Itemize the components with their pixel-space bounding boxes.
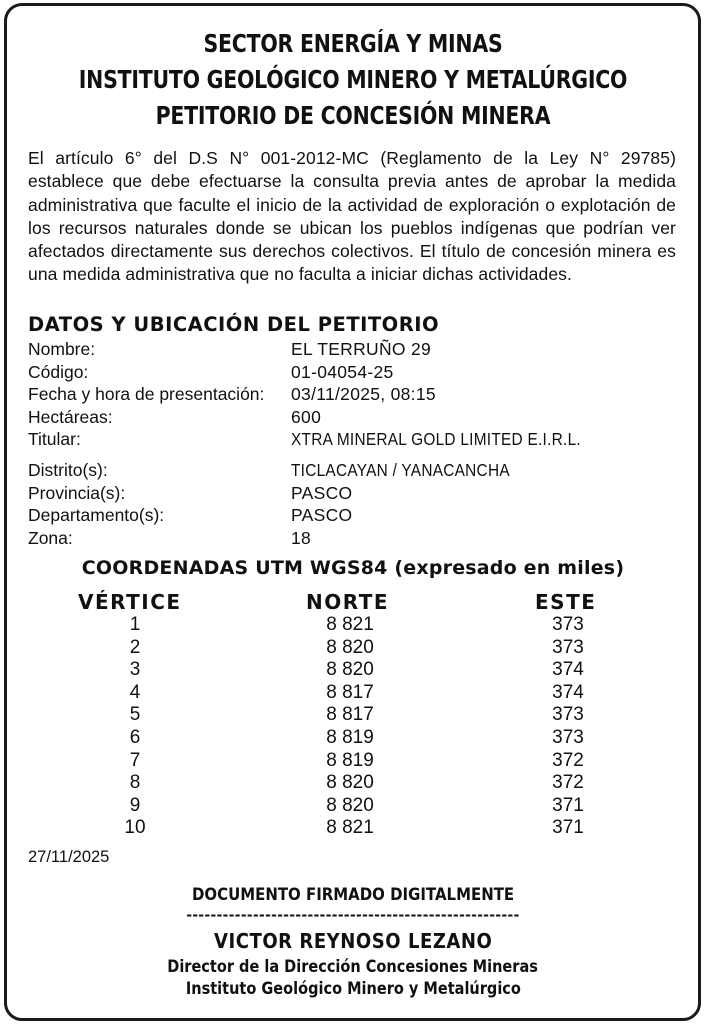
column-header-norte: NORTE [306, 590, 390, 614]
norte-value: 8 820 [326, 659, 374, 681]
vertex-number: 9 [129, 794, 141, 816]
info-label: Provincia(s): [28, 482, 126, 503]
info-row [28, 406, 620, 429]
info-label: Nombre: [28, 339, 96, 359]
column-header-este: ESTE [535, 590, 597, 614]
norte-value: 8 821 [326, 817, 374, 839]
info-row [28, 527, 540, 550]
header-sector: SECTOR ENERGÍA Y MINAS [203, 29, 503, 58]
info-label: Código: [28, 361, 89, 382]
este-value: 373 [552, 614, 584, 635]
header-institute: INSTITUTO GEOLÓGICO MINERO Y METALÚRGICO [78, 65, 628, 94]
info-row [28, 459, 540, 482]
signer-institution-text: Instituto Geológico Minero y Metalúrgico [185, 979, 521, 998]
vertex-number: 2 [129, 636, 141, 658]
header-title: PETITORIO DE CONCESIÓN MINERA [155, 101, 551, 130]
info-value: 18 [291, 527, 312, 548]
norte-value: 8 820 [326, 794, 374, 816]
section-title: DATOS Y UBICACIÓN DEL PETITORIO [28, 313, 440, 336]
info-value: 01-04054-25 [291, 361, 394, 382]
info-value: 600 [291, 406, 322, 427]
petitorio-data [28, 338, 620, 451]
este-value: 372 [552, 749, 584, 771]
este-value: 374 [552, 659, 584, 681]
norte-value: 8 817 [326, 704, 374, 726]
info-label: Zona: [28, 527, 73, 548]
info-label: Fecha y hora de presentación: [28, 384, 265, 404]
signer-role [0, 957, 706, 976]
este-value: 372 [552, 772, 584, 794]
norte-value: 8 820 [326, 772, 374, 794]
info-label: Departamento(s): [28, 505, 165, 525]
info-label: Hectáreas: [28, 406, 113, 427]
vertex-number: 1 [129, 614, 141, 635]
signer-name [0, 929, 706, 953]
info-label: Distrito(s): [28, 460, 108, 480]
intro-paragraph: El artículo 6° del D.S N° 001-2012-MC (Reglamento de la Ley N° 29785) establece que debe efectuarse la consulta previa antes de aprobar la medida administrativa que faculte el inicio de la actividad de exploración o explotación de los recursos naturales donde se ubican los pueblos indígenas que podrían ver afectados directamente sus derechos colectivos. El título de concesión minera es una medida administrativa que no faculta a iniciar dichas actividades. [28, 148, 676, 285]
vertex-number: 10 [124, 817, 146, 839]
signer-institution [0, 979, 706, 998]
signature-line: ------------------------------------------------------- [186, 905, 520, 924]
info-label: Titular: [28, 429, 81, 449]
notice-header [0, 26, 706, 134]
info-value: TICLACAYAN / YANACANCHA [291, 460, 510, 480]
info-row [28, 383, 620, 406]
info-row [28, 428, 620, 451]
este-value: 373 [552, 636, 584, 658]
norte-value: 8 821 [326, 614, 374, 635]
este-value: 374 [552, 681, 584, 703]
info-value: 03/11/2025, 08:15 [291, 384, 436, 404]
info-row [28, 338, 620, 361]
ubicacion-data [28, 459, 540, 549]
este-value: 373 [552, 726, 584, 748]
info-row [28, 482, 540, 505]
info-row [28, 361, 620, 384]
publication-date: 27/11/2025 [28, 848, 110, 866]
norte-value: 8 820 [326, 636, 374, 658]
coordinates-title: COORDENADAS UTM WGS84 (expresado en miles) [81, 557, 625, 579]
vertex-number: 4 [129, 681, 141, 703]
signer-role-text: Director de la Dirección Concesiones Mineras [167, 957, 539, 976]
info-row [28, 504, 540, 527]
norte-value: 8 817 [326, 681, 374, 703]
vertice-column [100, 614, 170, 840]
vertex-number: 7 [129, 749, 141, 771]
norte-column [300, 614, 400, 840]
info-value: PASCO [291, 482, 353, 503]
info-value: XTRA MINERAL GOLD LIMITED E.I.R.L. [291, 429, 581, 449]
este-value: 373 [552, 704, 584, 726]
norte-value: 8 819 [326, 726, 374, 748]
vertex-number: 5 [129, 704, 141, 726]
column-header-vertice: VÉRTICE [78, 590, 182, 614]
este-value: 371 [552, 794, 584, 816]
este-column [540, 614, 596, 840]
norte-value: 8 819 [326, 749, 374, 771]
vertex-number: 8 [129, 772, 141, 794]
signed-digitally-label [0, 885, 706, 905]
vertex-number: 3 [129, 659, 141, 681]
signer-name-text: VICTOR REYNOSO LEZANO [213, 929, 493, 953]
este-value: 371 [552, 817, 584, 839]
info-value: PASCO [291, 505, 353, 525]
info-value: EL TERRUÑO 29 [291, 339, 432, 359]
signed-digitally-text: DOCUMENTO FIRMADO DIGITALMENTE [191, 885, 515, 905]
vertex-number: 6 [129, 726, 141, 748]
